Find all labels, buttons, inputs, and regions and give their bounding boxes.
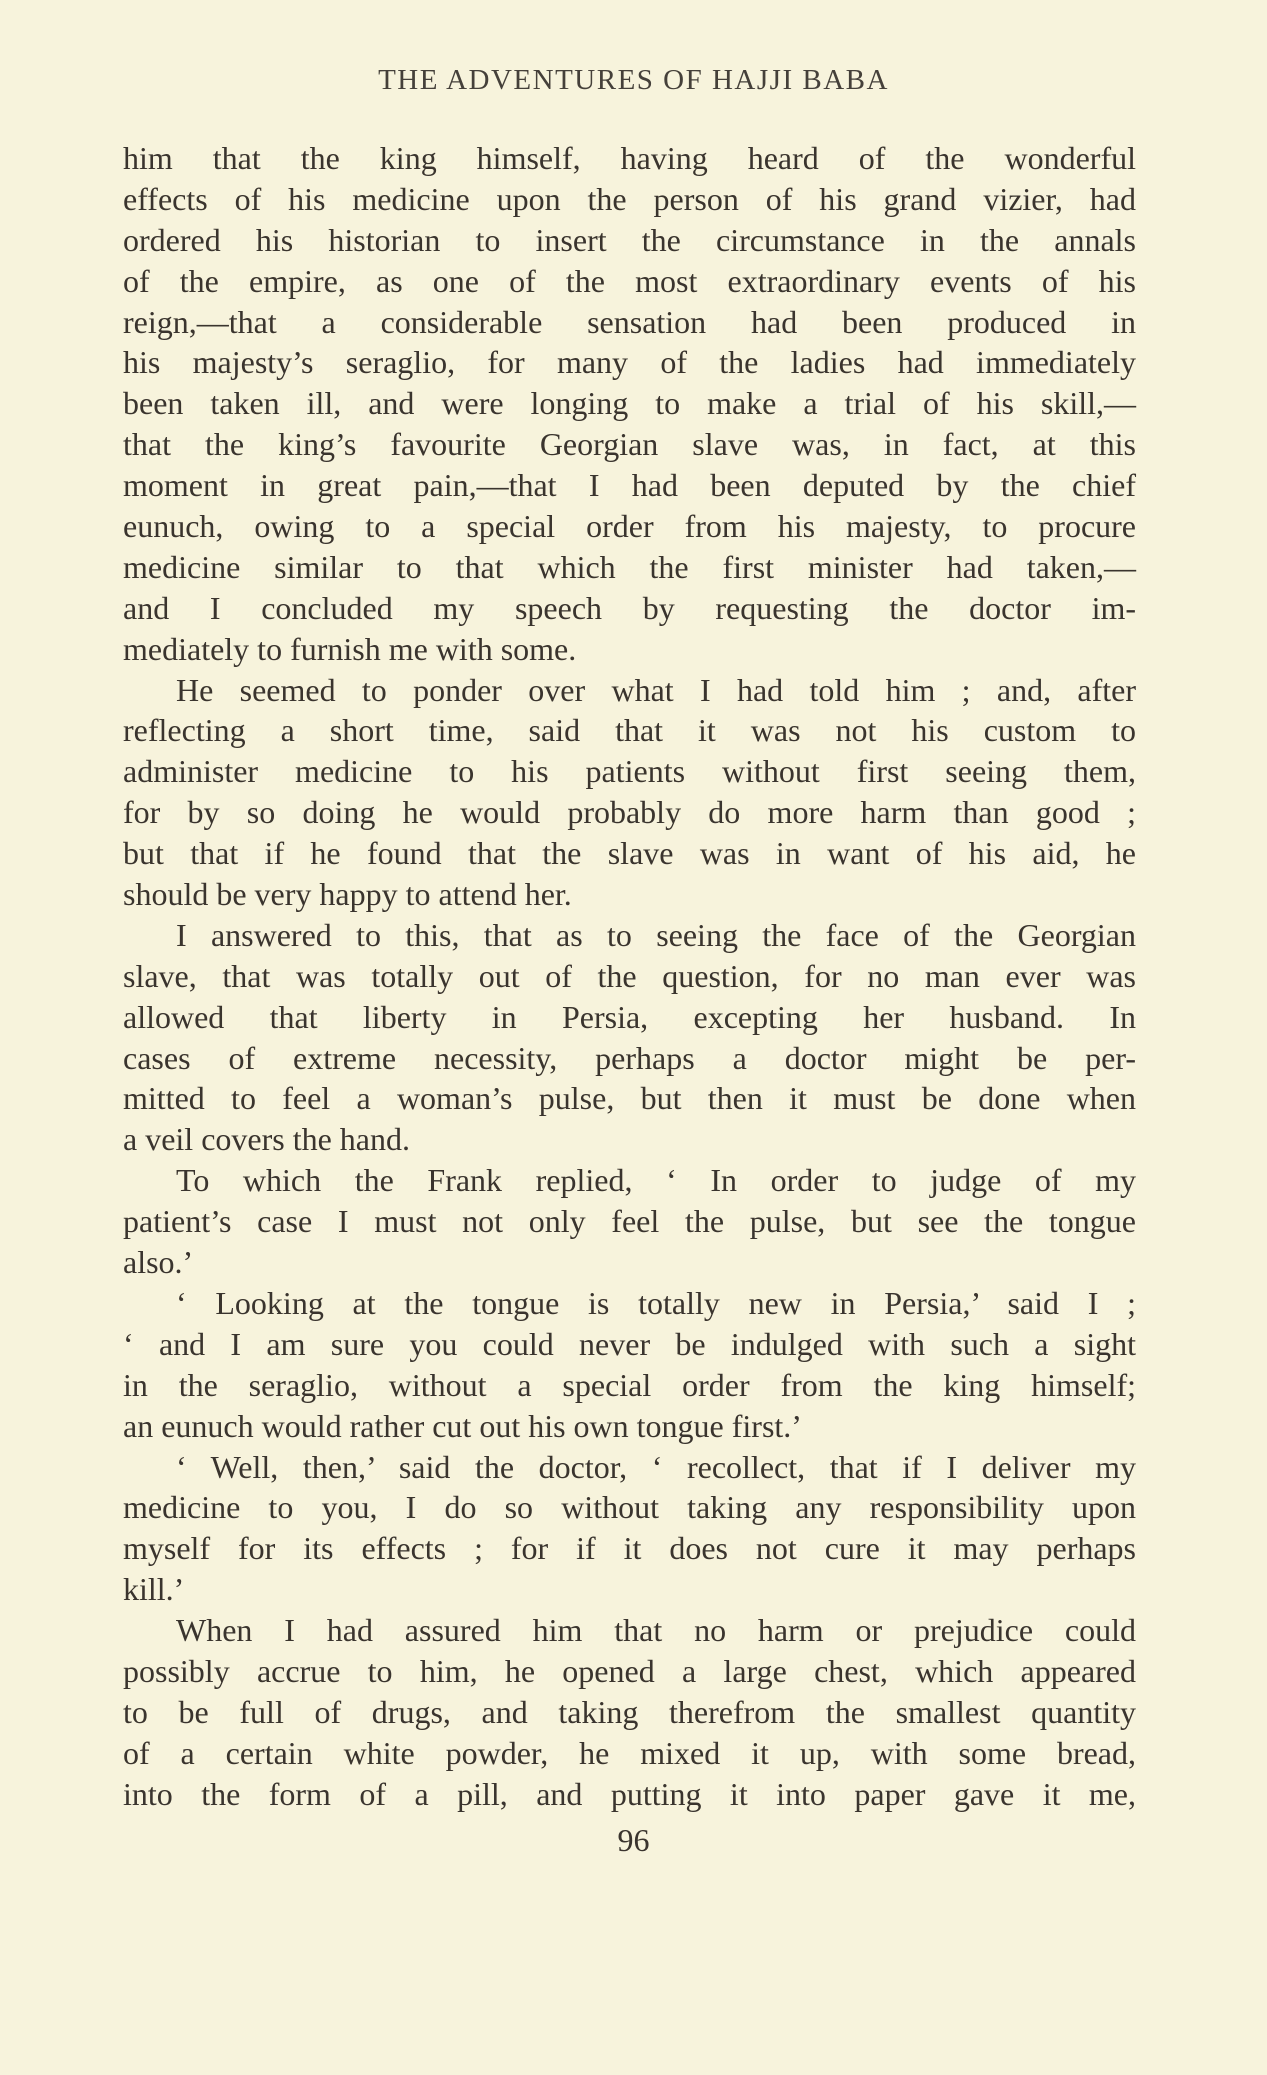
text-line: and I concluded my speech by requesting the doctor im- [123, 589, 1136, 626]
text-line: but that if he found that the slave was in want of his aid, he [123, 835, 1136, 872]
text-line: possibly accrue to him, he opened a large chest, which appeared [123, 1652, 1136, 1689]
text-line: ‘ Well, then,’ said the doctor, ‘ recollect, that if I deliver my [176, 1448, 1136, 1485]
text-line: ordered his historian to insert the circumstance in the annals [123, 221, 1136, 258]
running-header: THE ADVENTURES OF HAJJI BABA [378, 64, 889, 96]
text-line: into the form of a pill, and putting it into paper gave it me, [123, 1775, 1136, 1812]
text-line: I answered to this, that as to seeing the face of the Georgian [176, 916, 1136, 953]
text-line: a veil covers the hand. [123, 1121, 410, 1158]
text-line: reflecting a short time, said that it was not his custom to [123, 712, 1136, 749]
text-line: in the seraglio, without a special order from the king himself; [123, 1366, 1136, 1403]
text-line: medicine similar to that which the first minister had taken,— [123, 548, 1136, 585]
text-line: to be full of drugs, and taking therefrom the smallest quantity [123, 1693, 1136, 1730]
text-line: of a certain white powder, he mixed it up, with some bread, [123, 1734, 1136, 1771]
text-line: moment in great pain,—that I had been deputed by the chief [123, 467, 1136, 504]
text-line: mediately to furnish me with some. [123, 630, 577, 667]
text-line: should be very happy to attend her. [123, 876, 572, 913]
text-line: him that the king himself, having heard of the wonderful [123, 140, 1136, 176]
page-number: 96 [617, 1822, 650, 1858]
body-text [123, 138, 1136, 1815]
text-line: He seemed to ponder over what I had told him ; and, after [176, 671, 1136, 708]
text-line: ‘ and I am sure you could never be indulged with such a sight [123, 1325, 1136, 1362]
text-line: an eunuch would rather cut out his own tongue first.’ [123, 1407, 802, 1444]
text-line: of the empire, as one of the most extraordinary events of his [123, 262, 1136, 299]
text-line: cases of extreme necessity, perhaps a doctor might be per- [123, 1039, 1136, 1076]
text-line: mitted to feel a woman’s pulse, but then it must be done when [123, 1080, 1136, 1117]
text-line: eunuch, owing to a special order from his majesty, to procure [123, 508, 1136, 545]
text-line: When I had assured him that no harm or prejudice could [176, 1612, 1136, 1649]
text-line: administer medicine to his patients without first seeing them, [123, 753, 1136, 790]
text-line: also.’ [123, 1244, 194, 1281]
text-line: allowed that liberty in Persia, excepting her husband. In [123, 998, 1136, 1035]
text-line: patient’s case I must not only feel the pulse, but see the tongue [123, 1203, 1136, 1240]
text-line: myself for its effects ; for if it does not cure it may perhaps [123, 1530, 1136, 1567]
text-line: effects of his medicine upon the person of his grand vizier, had [123, 180, 1136, 217]
text-line: for by so doing he would probably do more harm than good ; [123, 794, 1136, 831]
text-line: that the king’s favourite Georgian slave was, in fact, at this [123, 426, 1136, 463]
text-line: To which the Frank replied, ‘ In order to judge of my [176, 1162, 1136, 1199]
text-line: ‘ Looking at the tongue is totally new in Persia,’ said I ; [176, 1284, 1136, 1321]
text-line: kill.’ [123, 1571, 185, 1608]
text-line: slave, that was totally out of the question, for no man ever was [123, 957, 1136, 994]
text-line: reign,—that a considerable sensation had been produced in [123, 303, 1136, 340]
text-line: his majesty’s seraglio, for many of the ladies had immediately [123, 344, 1136, 381]
text-line: medicine to you, I do so without taking any responsibility upon [123, 1489, 1136, 1526]
text-line: been taken ill, and were longing to make a trial of his skill,— [123, 385, 1136, 422]
